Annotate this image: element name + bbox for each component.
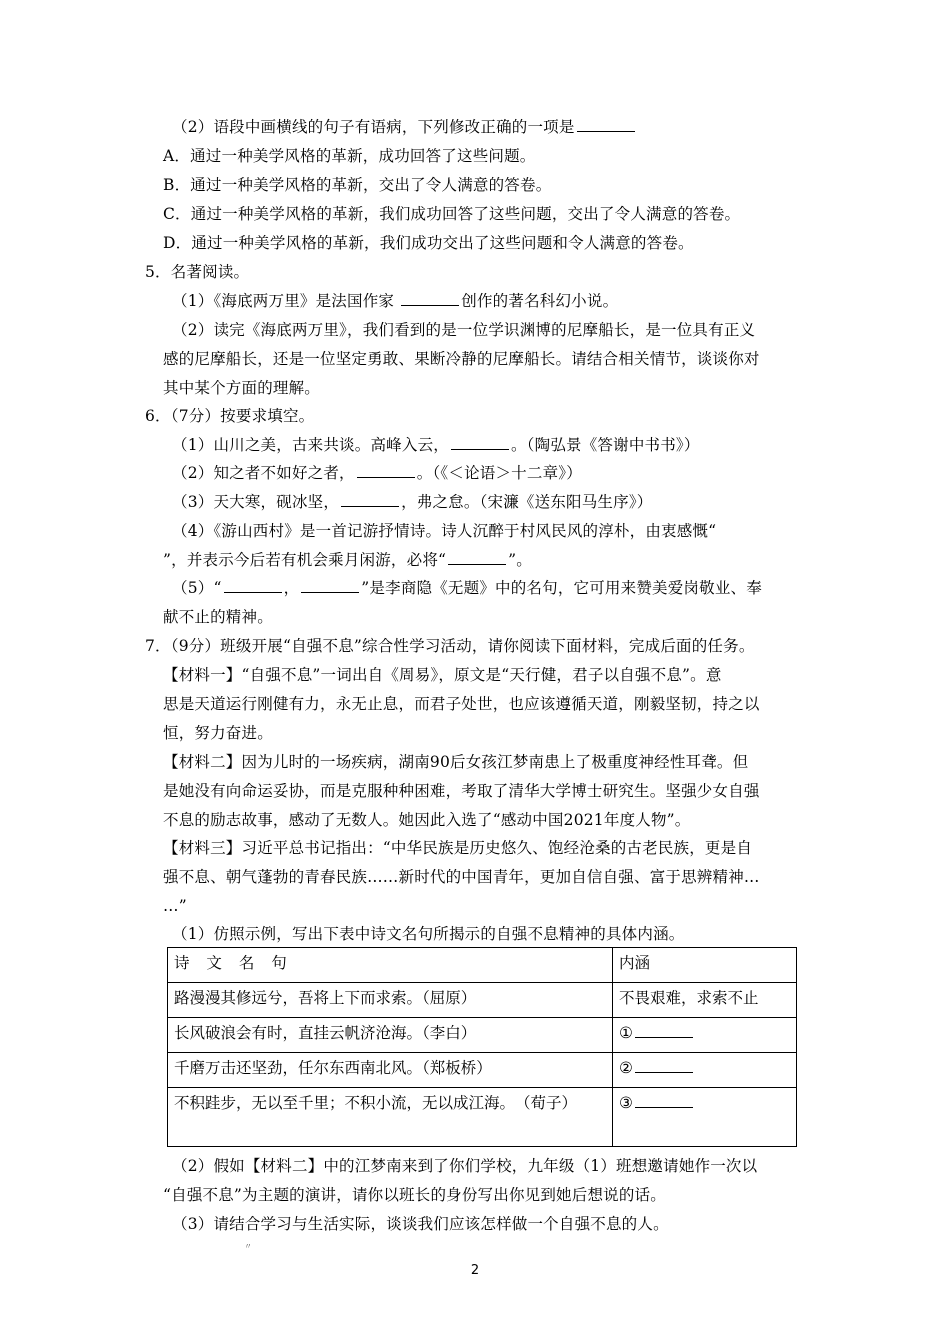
q6-item4-line1: （4）《游山西村》是一首记游抒情诗。诗人沉醉于村风民风的淳朴，由衷感慨“: [172, 522, 717, 540]
answer-blank[interactable]: [451, 435, 509, 450]
q5-part2-line3: 其中某个方面的理解。: [163, 379, 321, 397]
answer-blank[interactable]: [301, 578, 359, 593]
q4-2-option-b: B．通过一种美学风格的革新，交出了令人满意的答卷。: [163, 176, 552, 194]
q4-2-option-a: A．通过一种美学风格的革新，成功回答了这些问题。: [163, 147, 536, 165]
q7-material2-line3: 不息的励志故事，感动了无数人。她因此入选了“感动中国2021年度人物”。: [163, 811, 691, 829]
table-cell-poem: 不积跬步，无以至千里；不积小流，无以成江海。 （荀子）: [168, 1088, 613, 1147]
stray-mark: 〃: [244, 1242, 252, 1251]
table-cell-poem: 千磨万击还坚劲，任尔东西南北风。（郑板桥）: [168, 1053, 613, 1088]
table-cell-meaning: ②: [613, 1053, 797, 1088]
q5-title: 5．名著阅读。: [145, 263, 250, 281]
answer-blank[interactable]: [577, 117, 635, 132]
answer-blank[interactable]: [635, 1093, 693, 1108]
table-row: [168, 1088, 797, 1147]
q4-2-stem: （2）语段中画横线的句子有语病，下列修改正确的一项是: [172, 117, 637, 137]
table-header-poem: 诗 文 名 句: [168, 948, 613, 983]
q7-material3-line1: 【材料三】习近平总书记指出：“中华民族是历史悠久、饱经沧桑的古老民族，更是自: [163, 839, 753, 857]
table-header-row: [168, 948, 797, 983]
answer-blank[interactable]: [635, 1023, 693, 1038]
q6-item2: （2）知之者不如好之者， 。（《＜论语＞十二章》）: [172, 464, 582, 482]
table-header-meaning: 内涵: [613, 948, 797, 983]
poem-table: [167, 947, 797, 1147]
page-number: 2: [470, 1263, 480, 1278]
q7-material2-line2: 是她没有向命运妥协，而是克服种种困难，考取了清华大学博士研究生。坚强少女自强: [163, 782, 760, 800]
table-cell-meaning: ①: [613, 1018, 797, 1053]
answer-blank[interactable]: [224, 578, 282, 593]
q7-title: 7．（9分）班级开展“自强不息”综合性学习活动，请你阅读下面材料，完成后面的任务。: [145, 637, 755, 655]
q7-material3-line2: 强不息、朝气蓬勃的青春民族……新时代的中国青年，更加自信自强、富于思辨精神…: [163, 868, 760, 886]
q6-item3: （3）天大寒，砚冰坚， ，弗之怠。（宋濂《送东阳马生序》）: [172, 493, 653, 511]
table-row: [168, 1018, 797, 1053]
q7-material1-line3: 恒，努力奋进。: [163, 724, 273, 742]
table-row: [168, 983, 797, 1018]
q6-item5-line2: 献不止的精神。: [163, 608, 273, 626]
q7-material1-line1: 【材料一】“自强不息”一词出自《周易》，原文是“天行健，君子以自强不息”。意: [163, 666, 722, 684]
table-cell-meaning: ③: [613, 1088, 797, 1147]
q7-material1-line2: 思是天道运行刚健有力，永无止息，而君子处世，也应该遵循天道，刚毅坚韧，持之以: [163, 695, 760, 713]
q7-task2-line1: （2）假如【材料二】中的江梦南来到了你们学校，九年级（1）班想邀请她作一次以: [172, 1157, 758, 1175]
table-row: [168, 1053, 797, 1088]
q6-item1: （1）山川之美，古来共谈。高峰入云， 。（陶弘景《答谢中书书》）: [172, 436, 700, 454]
q5-part2-line1: （2）读完《海底两万里》，我们看到的是一位学识渊博的尼摩船长，是一位具有正义: [172, 321, 756, 339]
q6-item4-line2: ”，并表示今后若有机会乘月闲游，必将“ ”。: [163, 551, 532, 569]
q6-title: 6．（7分）按要求填空。: [145, 407, 315, 425]
q4-2-option-d: D．通过一种美学风格的革新，我们成功交出了这些问题和令人满意的答卷。: [163, 234, 694, 252]
q7-task3: （3）请结合学习与生活实际，谈谈我们应该怎样做一个自强不息的人。: [172, 1215, 669, 1233]
table-cell-poem: 路漫漫其修远兮，吾将上下而求索。（屈原）: [168, 983, 613, 1018]
answer-blank[interactable]: [357, 463, 415, 478]
answer-blank[interactable]: [341, 492, 399, 507]
answer-blank[interactable]: [448, 550, 506, 565]
q7-material3-line3: …”: [163, 897, 187, 915]
q7-material2-line1: 【材料二】因为儿时的一场疾病，湖南90后女孩江梦南患上了极重度神经性耳聋。但: [163, 753, 749, 771]
q5-part2-line2: 感的尼摩船长，还是一位坚定勇敢、果断冷静的尼摩船长。请结合相关情节，谈谈你对: [163, 350, 760, 368]
q4-2-option-c: C．通过一种美学风格的革新，我们成功回答了这些问题，交出了令人满意的答卷。: [163, 205, 741, 223]
q5-part1: （1）《海底两万里》是法国作家 创作的著名科幻小说。: [172, 292, 619, 310]
answer-blank[interactable]: [635, 1058, 693, 1073]
table-cell-meaning: 不畏艰难，求索不止: [613, 983, 797, 1018]
answer-blank[interactable]: [401, 291, 459, 306]
q7-task2-line2: “自强不息”为主题的演讲，请你以班长的身份写出你见到她后想说的话。: [163, 1186, 666, 1204]
table-cell-poem: 长风破浪会有时，直挂云帆济沧海。（李白）: [168, 1018, 613, 1053]
q6-item5: （5）“ ， ”是李商隐《无题》中的名句，它可用来赞美爱岗敬业、奉: [172, 579, 762, 597]
q7-task1: （1）仿照示例，写出下表中诗文名句所揭示的自强不息精神的具体内涵。: [172, 925, 685, 943]
